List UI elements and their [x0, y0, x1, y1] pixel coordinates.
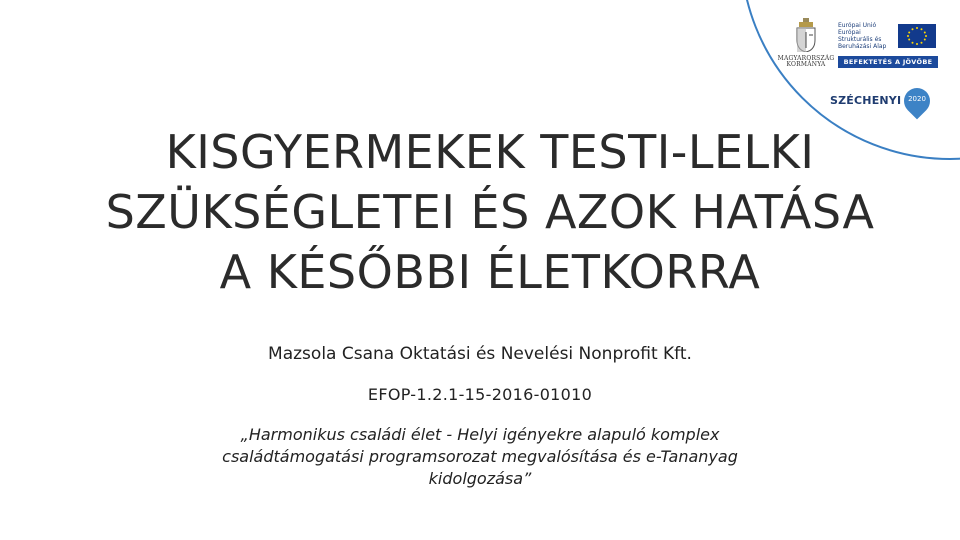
title-line: A KÉSŐBBI ÉLETKORRA: [219, 245, 761, 299]
organization-name: Mazsola Csana Oktatási és Nevelési Nonprofit Kft.: [268, 344, 692, 364]
title-line: SZÜKSÉGLETEI ÉS AZOK HATÁSA: [105, 185, 875, 239]
title-line: KISGYERMEKEK TESTI-LELKI: [165, 125, 815, 179]
coat-of-arms-icon: [795, 18, 817, 52]
eu-banner: BEFEKTETÉS A JÖVŐBE: [838, 56, 938, 68]
project-code: EFOP-1.2.1-15-2016-01010: [367, 385, 593, 404]
government-text: MAGYARORSZÁG KORMÁNYA: [777, 55, 835, 68]
eu-flag-icon: [898, 24, 936, 48]
project-title: „Harmonikus családi élet - Helyi igényekre alapuló komplex családtámogatási programsorozat megvalósítása és e-Tananyag kidolgozása”: [222, 425, 738, 488]
slide-title: [20, 122, 960, 302]
government-logo: [775, 18, 837, 70]
szechenyi-logo: [830, 88, 940, 118]
szechenyi-year: 2020: [908, 95, 926, 103]
eu-text: Európai Unió Európai Strukturális és Beruházási Alap: [838, 22, 887, 50]
szechenyi-text: SZÉCHENYI: [830, 94, 902, 107]
eu-logo: [838, 22, 938, 68]
